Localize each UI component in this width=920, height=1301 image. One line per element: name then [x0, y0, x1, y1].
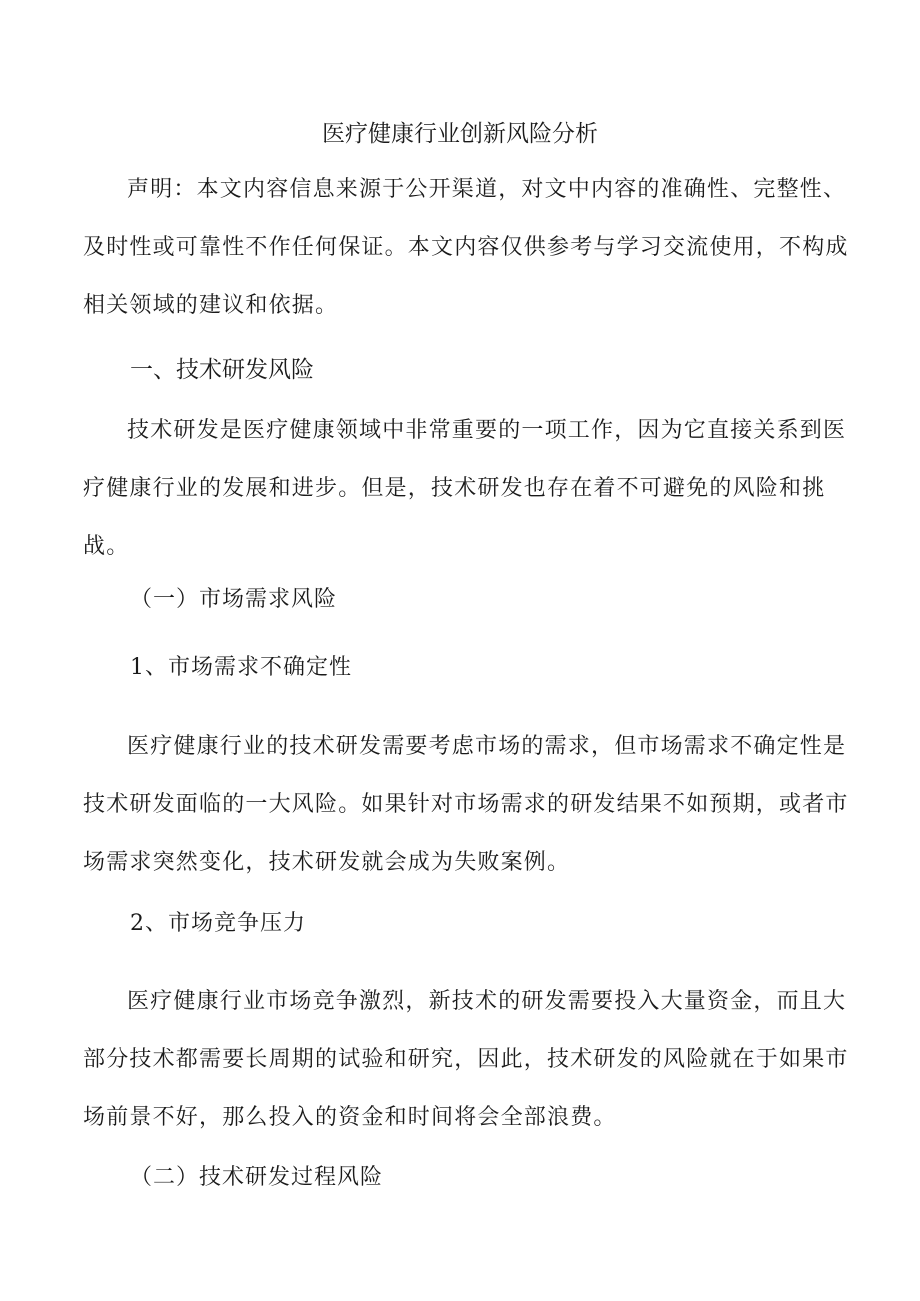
- section-intro-paragraph: 技术研发是医疗健康领域中非常重要的一项工作，因为它直接关系到医疗健康行业的发展和进步。但是，技术研发也存在着不可避免的风险和挑战。: [83, 418, 847, 559]
- document-title: 医疗健康行业创新风险分析: [322, 121, 598, 147]
- subsection-heading-market-demand-risk: （一）市场需求风险: [130, 587, 338, 612]
- item-paragraph-demand-uncertainty: 医疗健康行业的技术研发需要考虑市场的需求，但市场需求不确定性是技术研发面临的一大风险。如果针对市场需求的研发结果不如预期，或者市场需求突然变化，技术研发就会成为失败案例。: [83, 734, 849, 875]
- item-heading-demand-uncertainty: 1、市场需求不确定性: [130, 655, 352, 680]
- item-paragraph-competition-pressure: 医疗健康行业市场竞争激烈，新技术的研发需要投入大量资金，而且大部分技术都需要长周期的试验和研究，因此，技术研发的风险就在于如果市场前景不好，那么投入的资金和时间将会全部浪费。: [83, 989, 849, 1130]
- disclaimer-paragraph: 声明：本文内容信息来源于公开渠道，对文中内容的准确性、完整性、及时性或可靠性不作任何保证。本文内容仅供参考与学习交流使用，不构成相关领域的建议和依据。: [83, 177, 849, 318]
- item-heading-competition-pressure: 2、市场竞争压力: [130, 911, 306, 936]
- subsection-heading-process-risk: （二）技术研发过程风险: [130, 1165, 384, 1190]
- section-heading-tech-rd-risk: 一、技术研发风险: [130, 357, 314, 383]
